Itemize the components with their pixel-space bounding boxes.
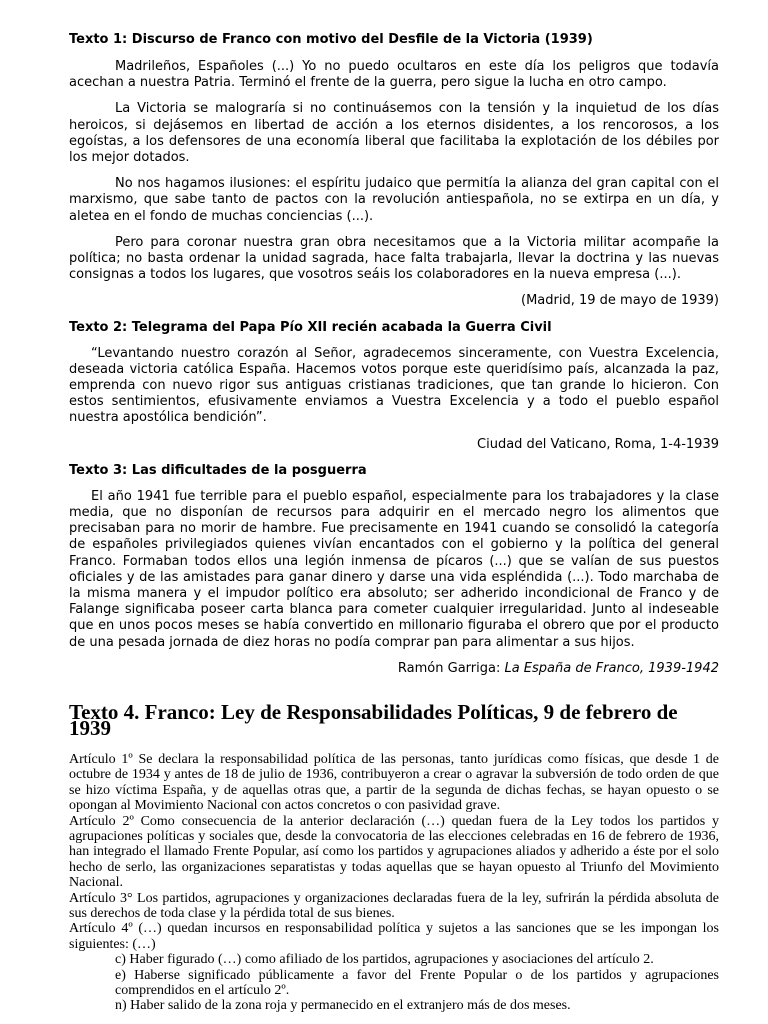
texto-2-source: Ciudad del Vaticano, Roma, 1-4-1939 <box>477 436 719 452</box>
article-4: Artículo 4º (…) quedan incursos en responsabilidad política y sujetos a las sanciones que se les impongan los siguientes: (…) <box>69 921 719 952</box>
texto-4-section <box>69 700 719 1014</box>
article-4-item-e: e) Haberse significado públicamente a favor del Frente Popular o de los partidos y agrupaciones comprendidos en el artículo 2º. <box>115 967 719 998</box>
texto-1-section <box>69 32 719 310</box>
document-page <box>69 32 719 1014</box>
texto-1-paragraph-1: Madrileños, Españoles (...) Yo no puedo ocultaros en este día los peligros que todavía acechan a nuestra Patria. Terminó el frente de la guerra, pero sigue la lucha en otro campo. <box>69 59 719 91</box>
article-4-item-n: n) Haber salido de la zona roja y permanecido en el extranjero más de dos meses. <box>115 998 571 1014</box>
article-3: Artículo 3° Los partidos, agrupaciones y organizaciones declaradas fuera de la ley, sufrirán la pérdida absoluta de sus derechos de toda clase y la pérdida total de sus bienes. <box>69 890 719 921</box>
texto-1-paragraph-4: Pero para coronar nuestra gran obra necesitamos que a la Victoria militar acompañe la política; no basta ordenar la unidad sagrada, hace falta trabajarla, llevar la doctrina y las nuevas consignas a todos los lugares, que vosotros seáis los colaboradores en la nueva empresa (...). <box>69 234 719 283</box>
article-4-item-c: c) Haber figurado (…) como afiliado de los partidos, agrupaciones y asociaciones del artículo 2. <box>115 952 654 968</box>
texto-3-section <box>69 463 719 677</box>
texto-1-paragraph-2: La Victoria se malograría si no continuásemos con la tensión y la inquietud de los días heroicos, si dejásemos en libertad de acción a los eternos disidentes, a los rencorosos, a los egoístas, a los defensores de una economía liberal que facilitaba la explotación de los débiles por los mejor dotados. <box>69 101 719 166</box>
texto-3-book-title: La España de Franco, 1939-1942 <box>504 660 719 676</box>
texto-3-author: Ramón Garriga: <box>397 660 505 676</box>
texto-2-section <box>69 320 719 453</box>
texto-1-paragraph-3: No nos hagamos ilusiones: el espíritu judaico que permitía la alianza del gran capital con el marxismo, que sabe tanto de pactos con la revolución antiespañola, no se extirpa en un día, y aletea en el fondo de muchas conciencias (...). <box>69 176 719 224</box>
article-1: Artículo 1º Se declara la responsabilidad política de las personas, tanto jurídicas como físicas, que desde 1 de octubre de 1934 y antes de 18 de julio de 1936, contribuyeron a crear o agravar la subversión de todo orden de que se hizo víctima España, y de aquellas otras que, a partir de la segunda de dichas fechas, se hayan opuesto o se opongan al Movimiento Nacional con actos concretos o con pasividad grave. <box>69 751 719 814</box>
texto-1-source: (Madrid, 19 de mayo de 1939) <box>521 293 719 309</box>
article-2: Artículo 2º Como consecuencia de la anterior declaración (…) quedan fuera de la Ley todos los partidos y agrupaciones políticas y sociales que, desde la convocatoria de las elecciones celebradas en 16 de febrero de 1936, han integrado el llamado Frente Popular, así como los partidos y agrupaciones aliados y adherido a éste por el solo hecho de serlo, las organizaciones separatistas y todas aquellas que se hayan opuesto al Triunfo del Movimiento Nacional. <box>69 813 719 891</box>
texto-2-title: Texto 2: Telegrama del Papa Pío XII recién acabada la Guerra Civil <box>69 319 552 335</box>
texto-4-title: Texto 4. Franco: Ley de Responsabilidades Políticas, 9 de febrero de 1939 <box>69 700 678 740</box>
texto-3-paragraph: El año 1941 fue terrible para el pueblo español, especialmente para los trabajadores y la clase media, que no disponían de recursos para adquirir en el mercado negro los alimentos que precisaban para no morir de hambre. Fue precisamente en 1941 cuando se consolidó la categoría de españoles privilegiados quienes vivían encantados con el gobierno y la política del general Franco. Formaban todos ellos una legión inmensa de pícaros (...) que se valían de sus puestos oficiales y de las amistades para ganar dinero y darse una vida espléndida (...). Todo marchaba de la misma manera y el impudor político era absoluto; ser adherido incondicional de Franco y de Falange significaba poseer carta blanca para cometer cualquier irregularidad. Junto al indeseable que en unos pocos meses se había convertido en millonario figuraba el obrero que por el producto de una pesada jornada de diez horas no podía comprar pan para alimentar a sus hijos. <box>69 488 719 650</box>
texto-3-source <box>69 661 719 677</box>
texto-1-title: Texto 1: Discurso de Franco con motivo del Desfile de la Victoria (1939) <box>69 32 593 47</box>
texto-4-articles <box>69 752 719 1014</box>
texto-2-paragraph: “Levantando nuestro corazón al Señor, agradecemos sinceramente, con Vuestra Excelencia, deseada victoria católica España. Hacemos votos porque este queridísimo país, alcanzada la paz, emprenda con nuevo rigor sus antiguas cristianas tradiciones, que tan grande lo hicieron. Con estos sentimientos, efusivamente enviamos a Vuestra Excelencia y a todo el pueblo español nuestra apostólica bendición”. <box>69 345 719 426</box>
texto-3-title: Texto 3: Las dificultades de la posguerra <box>69 462 367 478</box>
